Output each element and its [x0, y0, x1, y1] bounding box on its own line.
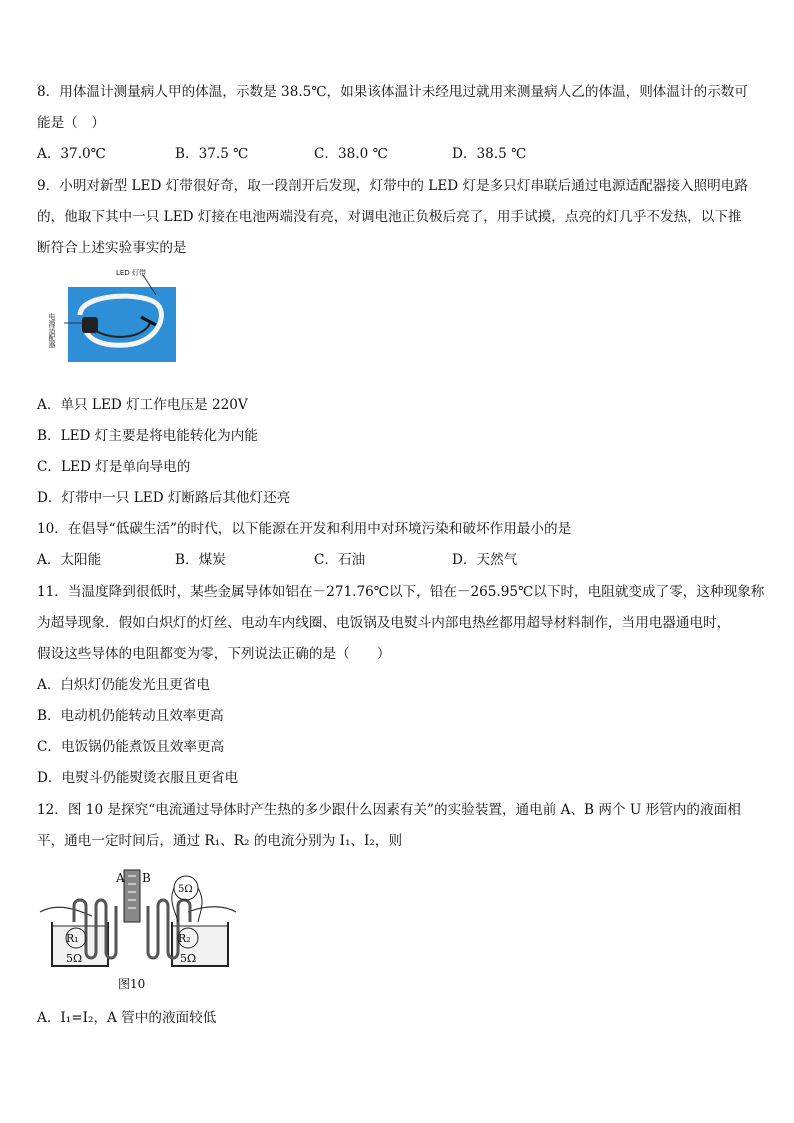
led-strip-photo: [46, 265, 181, 365]
figure-caption: 图10: [118, 977, 146, 991]
label-r2: R₂: [178, 932, 191, 945]
label-r2-value: 5Ω: [180, 952, 197, 965]
led-strip-label: LED 灯带: [116, 269, 146, 277]
q11-option-c[interactable]: C．电饭锅仍能煮饭且效率更高: [37, 739, 225, 755]
q8-option-b[interactable]: B．37.5 ℃: [175, 146, 249, 162]
q9-stem-line2: 的，他取下其中一只 LED 灯接在电池两端没有亮，对调电池正负极后亮了，用手试摸，点亮的灯几乎不发热，以下推: [37, 209, 742, 225]
q8-stem-line2: 能是（ ）: [37, 115, 105, 131]
q9-option-b[interactable]: B．LED 灯主要是将电能转化为内能: [37, 428, 258, 444]
q8-option-c[interactable]: C．38.0 ℃: [314, 146, 388, 162]
q12-stem-line1: 12．图 10 是探究“电流通过导体时产生热的多少跟什么因素有关”的实验装置，通电前 A、B 两个 U 形管内的液面相: [37, 802, 741, 818]
q9-option-c[interactable]: C．LED 灯是单向导电的: [37, 459, 191, 475]
q8-option-d[interactable]: D．38.5 ℃: [452, 146, 527, 162]
label-r1: R₁: [66, 932, 79, 945]
q11-option-a[interactable]: A．白炽灯仍能发光且更省电: [37, 677, 210, 693]
q12-stem-line2: 平，通电一定时间后，通过 R₁、R₂ 的电流分别为 I₁、I₂，则: [37, 833, 403, 849]
label-r-top: 5Ω: [178, 884, 193, 895]
label-a: A: [116, 871, 125, 885]
q11-option-b[interactable]: B．电动机仍能转动且效率更高: [37, 708, 224, 724]
q9-stem-line1: 9．小明对新型 LED 灯带很好奇，取一段剖开后发现，灯带中的 LED 灯是多只灯串联后通过电源适配器接入照明电路: [37, 178, 748, 194]
adapter-label: 电源适配器: [48, 313, 56, 348]
label-b: B: [142, 871, 151, 885]
q10-option-d[interactable]: D．天然气: [452, 552, 518, 568]
q10-option-b[interactable]: B．煤炭: [175, 552, 226, 568]
q9-option-a[interactable]: A．单只 LED 灯工作电压是 220V: [37, 397, 248, 413]
q11-stem-line2: 为超导现象．假如白炽灯的灯丝、电动车内线圈、电饭锅及电熨斗内部电热丝都用超导材料制作，当用电器通电时，: [37, 615, 731, 631]
q10-option-a[interactable]: A．太阳能: [37, 552, 102, 568]
q10-stem-line1: 10．在倡导“低碳生活”的时代，以下能源在开发和利用中对环境污染和破坏作用最小的是: [37, 521, 572, 537]
q8-option-a[interactable]: A．37.0℃: [37, 146, 106, 162]
q9-option-d[interactable]: D．灯带中一只 LED 灯断路后其他灯还亮: [37, 490, 291, 506]
q11-stem-line1: 11．当温度降到很低时，某些金属导体如铝在－271.76℃以下，铅在－265.95℃以下时，电阻就变成了零，这种现象称: [37, 584, 765, 600]
heat-experiment-diagram: [38, 866, 238, 994]
q9-stem-line3: 断符合上述实验事实的是: [37, 240, 187, 256]
q8-stem-line1: 8．用体温计测量病人甲的体温，示数是 38.5℃，如果该体温计未经甩过就用来测量病人乙的体温，则体温计的示数可: [37, 84, 748, 100]
q10-option-c[interactable]: C．石油: [314, 552, 366, 568]
label-r1-value: 5Ω: [66, 952, 83, 965]
q11-option-d[interactable]: D．电熨斗仍能熨烫衣服且更省电: [37, 770, 239, 786]
q12-option-a[interactable]: A．I₁=I₂，A 管中的液面较低: [37, 1010, 217, 1026]
q11-stem-line3: 假设这些导体的电阻都变为零，下列说法正确的是（ ）: [37, 646, 391, 662]
